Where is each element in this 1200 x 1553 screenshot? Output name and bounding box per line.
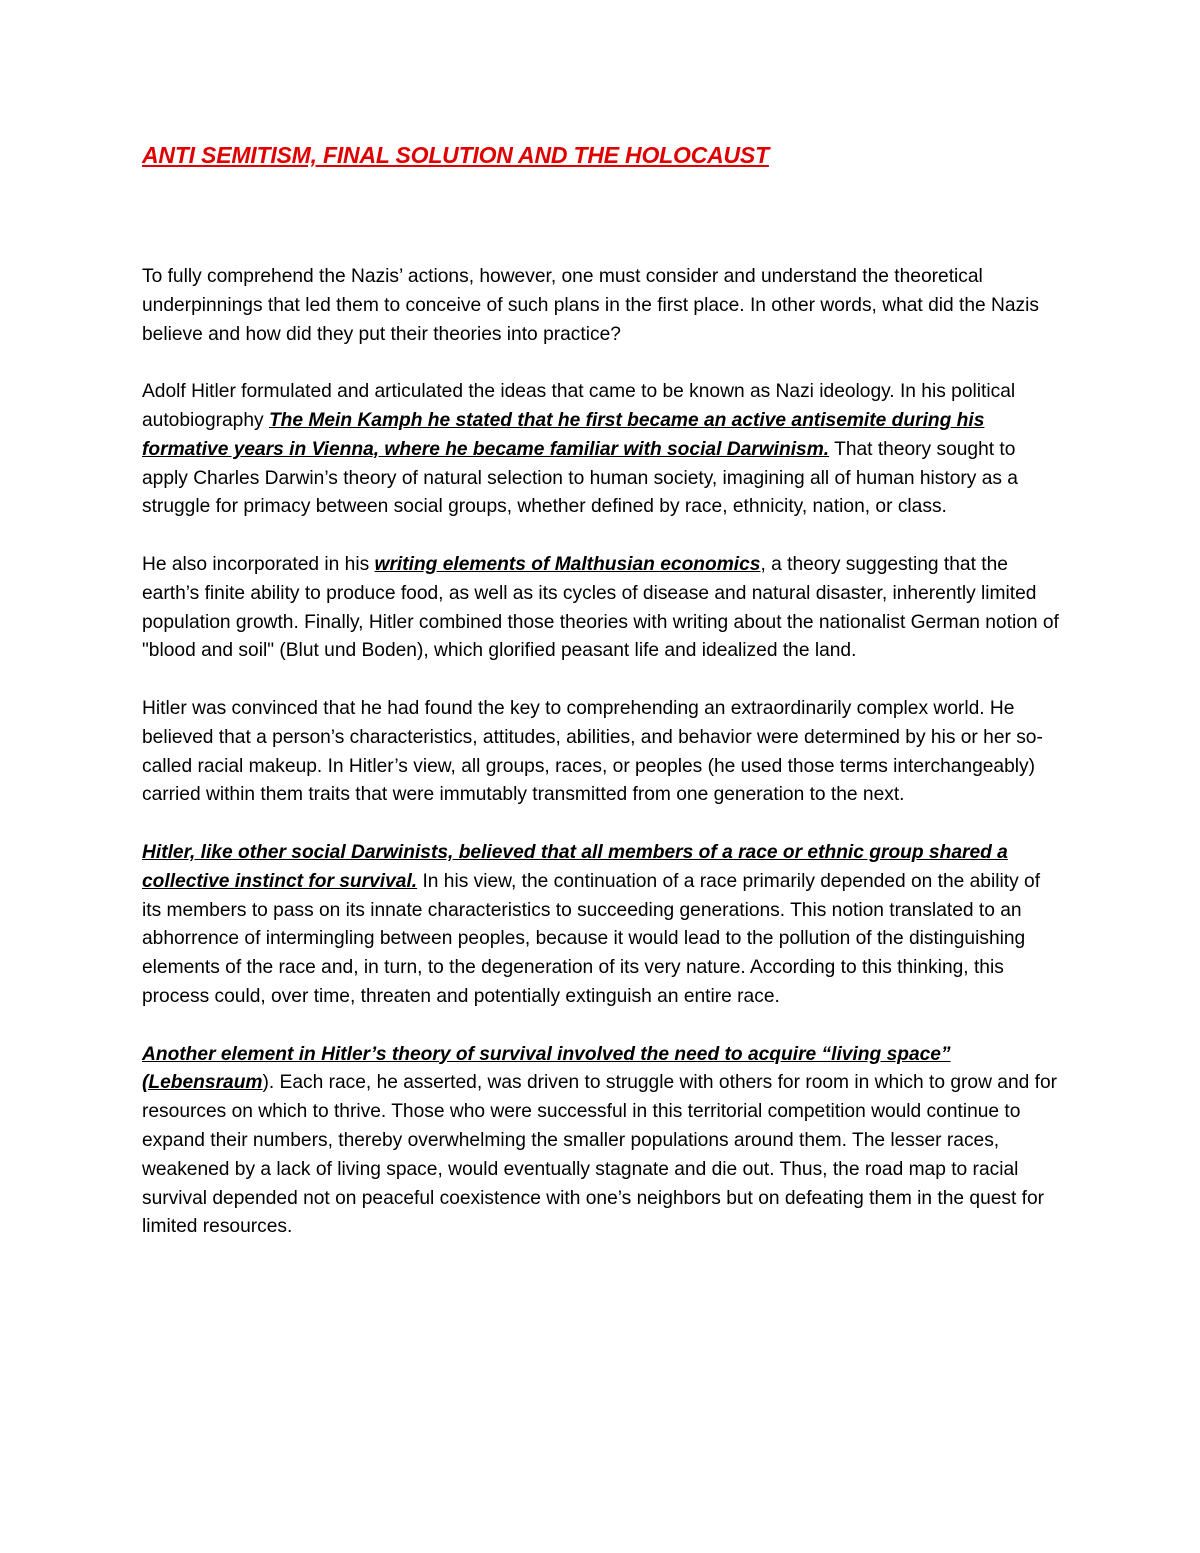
document-title: ANTI SEMITISM, FINAL SOLUTION AND THE HOLOCAUST — [142, 142, 769, 168]
document-body — [142, 263, 1064, 1271]
paragraph-lebensraum — [142, 1041, 1064, 1243]
emphasized-text: The Mein Kamph he stated that he first became an active antisemite during his formative years in Vienna, where he became familiar with social Darwinism. — [142, 409, 985, 460]
paragraph-text-tail: That theory sought to apply Charles Darwin’s theory of natural selection to human society, imagining all of human history as a struggle for primacy between social groups, whether defined by race, ethnicity, nation, or class. — [142, 438, 1018, 518]
paragraph-racial-makeup — [142, 695, 1064, 810]
emphasized-text: Another element in Hitler’s theory of survival involved the need to acquire “living space” (Lebensraum — [142, 1043, 951, 1094]
paragraph-malthusian — [142, 551, 1064, 666]
paragraph-text: To fully comprehend the Nazis’ actions, however, one must consider and understand the theoretical underpinnings that led them to conceive of such plans in the first place. In other words, what did the Nazis believe and how did they put their theories into practice? — [142, 266, 1039, 345]
emphasized-text: Hitler, like other social Darwinists, believed that all members of a race or ethnic group shared a collective instinct for survival. — [142, 841, 1008, 892]
paragraph-text-tail: In his view, the continuation of a race primarily depended on the ability of its members to pass on its innate characteristics to succeeding generations. This notion translated to an abhorrence of intermingling between peoples, because it would lead to the pollution of the distinguishing elements of the race and, in turn, to the degeneration of its very nature. According to this thinking, this process could, over time, threaten and potentially extinguish an entire race. — [142, 870, 1041, 1007]
paragraph-text-lead: He also incorporated in his — [142, 553, 375, 575]
paragraph-text: Hitler was convinced that he had found the key to comprehending an extraordinarily complex world. He believed that a person’s characteristics, attitudes, abilities, and behavior were determined by his or her so-called racial makeup. In Hitler’s view, all groups, races, or peoples (he used those terms interchangeably) carried within them traits that were immutably transmitted from one generation to the next. — [142, 697, 1043, 806]
paragraph-text-tail: ). Each race, he asserted, was driven to struggle with others for room in which to grow and for resources on which to thrive. Those who were successful in this territorial competition would continue to expand their numbers, thereby overwhelming the smaller populations around them. The lesser races, weakened by a lack of living space, would eventually stagnate and die out. Thus, the road map to racial survival depended not on peaceful coexistence with one’s neighbors but on defeating them in the quest for limited resources. — [142, 1072, 1058, 1238]
paragraph-intro — [142, 263, 1064, 349]
paragraph-hitler-ideology — [142, 378, 1064, 522]
paragraph-survival-instinct — [142, 839, 1064, 1012]
paragraph-text-lead: Adolf Hitler formulated and articulated the ideas that came to be known as Nazi ideology. In his political autobiography — [142, 381, 1016, 431]
emphasized-text: writing elements of Malthusian economics — [374, 553, 761, 575]
paragraph-text-tail: , a theory suggesting that the earth’s finite ability to produce food, as well as its cycles of disease and natural disaster, inherently limited population growth. Finally, Hitler combined those theories with writing about the nationalist German notion of "blood and soil" (Blut und Boden), which glorified peasant life and idealized the land. — [142, 553, 1059, 662]
